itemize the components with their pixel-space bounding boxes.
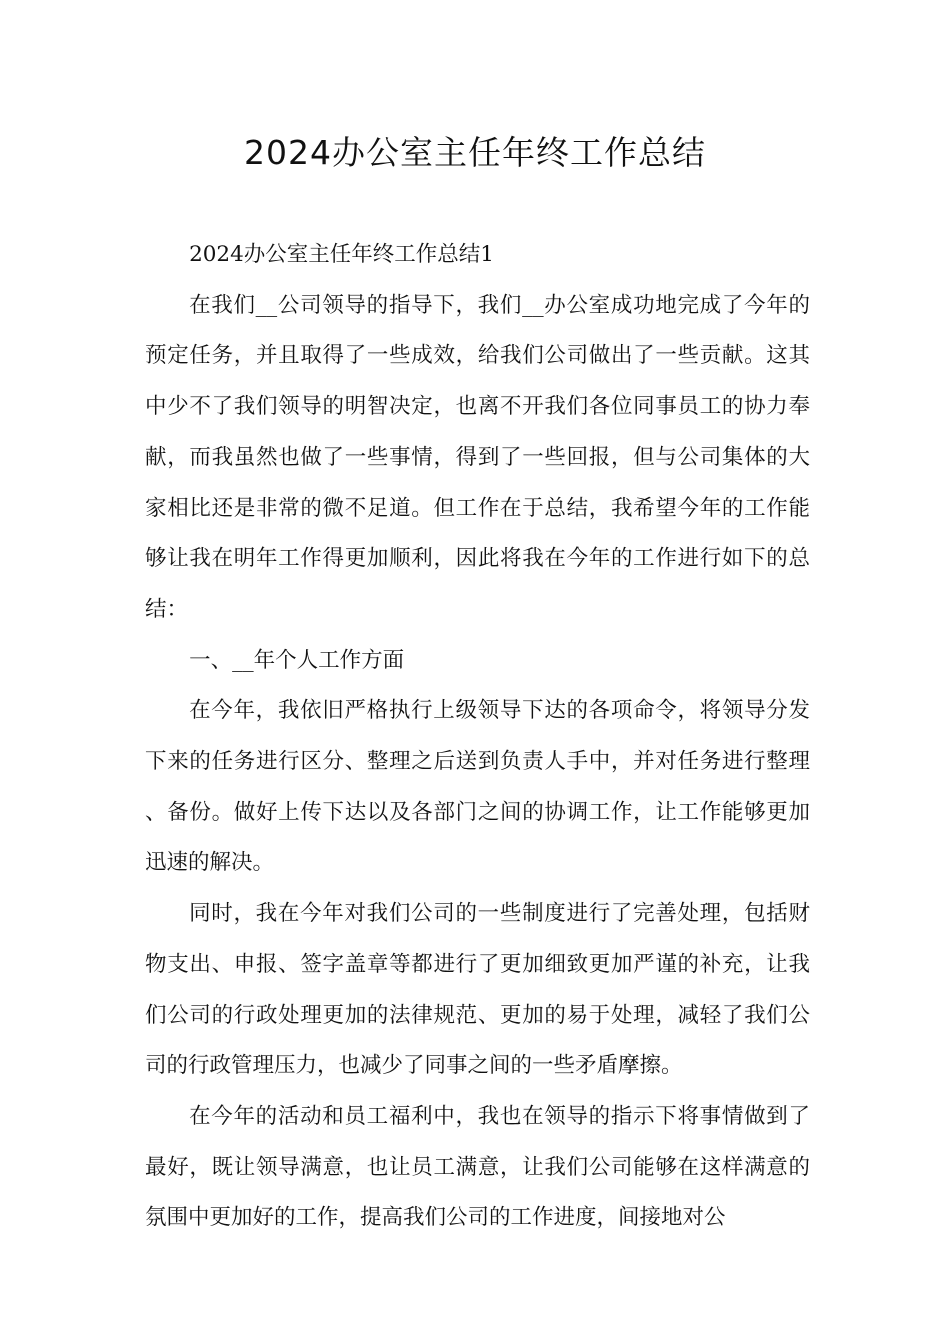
paragraph-intro: 在我们__公司领导的指导下，我们__办公室成功地完成了今年的预定任务，并且取得了一些成效，给我们公司做出了一些贡献。这其中少不了我们领导的明智决定，也离不开我们各位同事员工的协力奉献，而我虽然也做了一些事情，得到了一些回报，但与公司集体的大家相比还是非常的微不足道。但工作在于总结，我希望今年的工作能够让我在明年工作得更加顺利，因此将我在今年的工作进行如下的总结： xyxy=(145,292,810,622)
paragraph-activities: 在今年的活动和员工福利中，我也在领导的指示下将事情做到了最好，既让领导满意，也让员工满意，让我们公司能够在这样满意的氛围中更加好的工作，提高我们公司的工作进度，间接地对公 xyxy=(145,1103,810,1231)
section-heading: 2024办公室主任年终工作总结1 xyxy=(189,242,494,267)
document-body xyxy=(145,230,810,1244)
paragraph-systems: 同时，我在今年对我们公司的一些制度进行了完善处理，包括财物支出、申报、签字盖章等都进行了更加细致更加严谨的补充，让我们公司的行政处理更加的法律规范、更加的易于处理，减轻了我们公司的行政管理压力，也减少了同事之间的一些矛盾摩擦。 xyxy=(145,901,810,1079)
paragraph-tasks: 在今年，我依旧严格执行上级领导下达的各项命令，将领导分发下来的任务进行区分、整理之后送到负责人手中，并对任务进行整理、备份。做好上传下达以及各部门之间的协调工作，让工作能够更加迅速的解决。 xyxy=(145,698,810,876)
subsection-heading: 一、__年个人工作方面 xyxy=(189,647,405,673)
document-title: 2024办公室主任年终工作总结 xyxy=(244,133,706,172)
